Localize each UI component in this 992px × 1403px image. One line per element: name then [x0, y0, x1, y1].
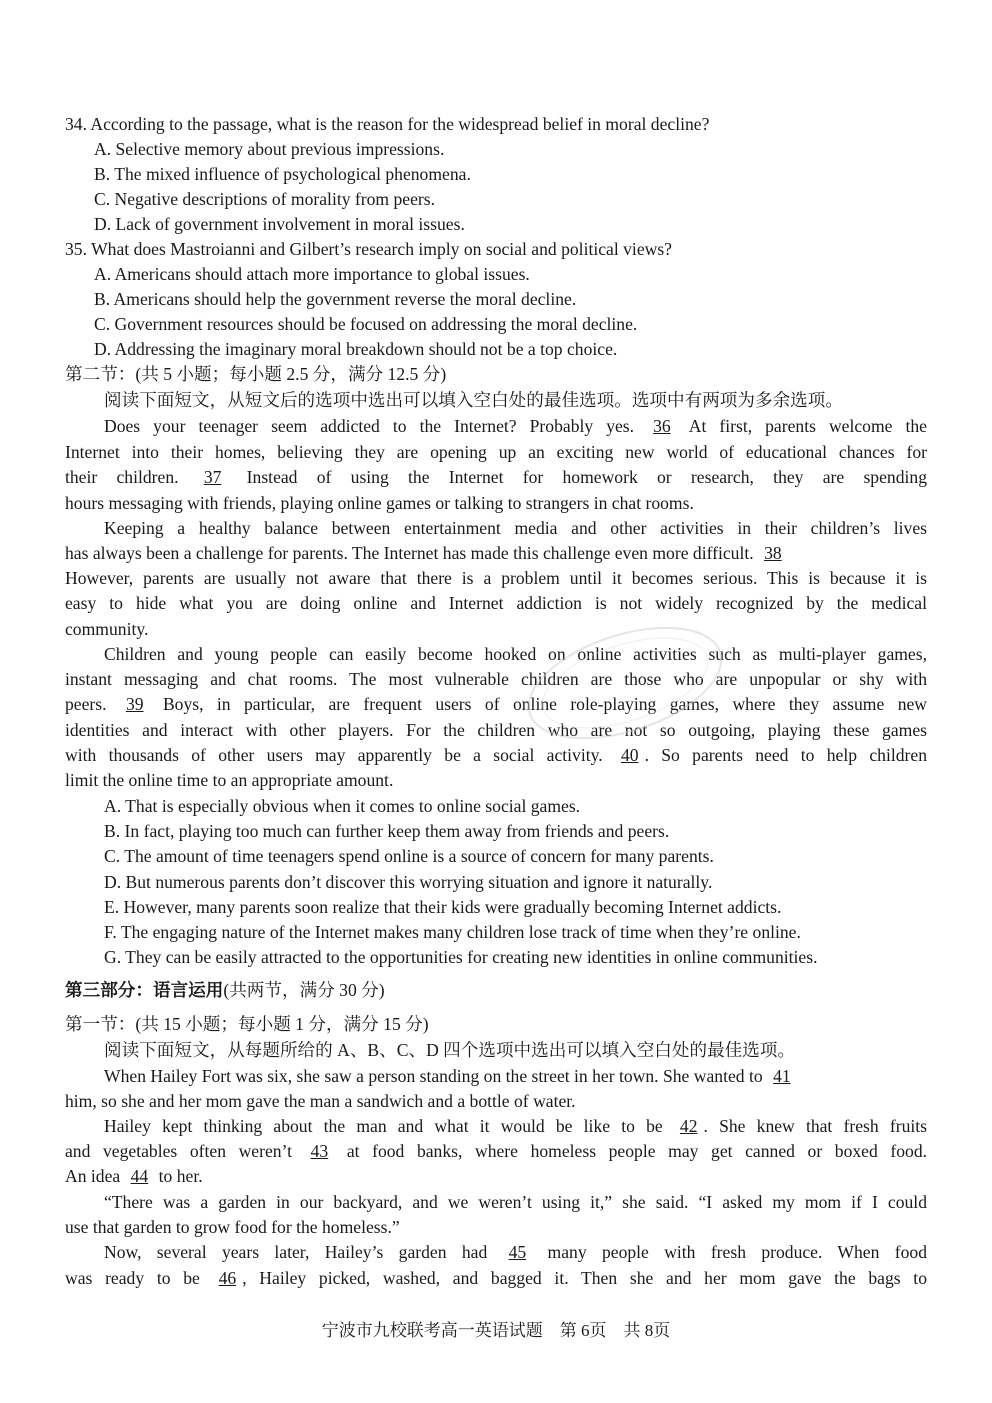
blank-43: 43 [310, 1141, 329, 1161]
blank-37: 37 [203, 467, 222, 487]
passage2-line: community. [65, 619, 149, 639]
part3-instruction: 阅读下面短文，从每题所给的 A、B、C、D 四个选项中选出可以填入空白处的最佳选项。 [104, 1040, 796, 1060]
blank-36: 36 [653, 416, 671, 436]
passage2-line: However, parents are usually not aware that there is a problem until it becomes serious. This is because it is [65, 568, 927, 588]
passage3-line: Children and young people can easily become hooked on online activities such as multi-player games, [104, 644, 927, 664]
passage2-line: has always been a challenge for parents. The Internet has made this challenge even more difficult. 38 [65, 541, 927, 566]
option-b: B. In fact, playing too much can further keep them away from friends and peers. [104, 821, 670, 841]
section2-instruction: 阅读下面短文，从短文后的选项中选出可以填入空白处的最佳选项。选项中有两项为多余选项。 [104, 390, 843, 410]
section2-heading: 第二节：(共 5 小题；每小题 2.5 分，满分 12.5 分) [65, 364, 447, 384]
part3-heading: 第三部分：语言运用(共两节，满分 30 分) [65, 980, 385, 1000]
blank-41: 41 [773, 1066, 791, 1086]
option-g: G. They can be easily attracted to the opportunities for creating new identities in online communities. [104, 947, 818, 967]
q34-option-d: D. Lack of government involvement in moral issues. [94, 214, 465, 234]
q34-option-b: B. The mixed influence of psychological phenomena. [94, 164, 471, 184]
passage1-line: Internet into their homes, believing they are opening up an exciting new world of educational chances for [65, 442, 927, 462]
q35-option-b: B. Americans should help the government reverse the moral decline. [94, 289, 577, 309]
cloze-line: “There was a garden in our backyard, and we weren’t using it,” she said. “I asked my mom if I could [104, 1192, 927, 1212]
cloze-line: him, so she and her mom gave the man a sandwich and a bottle of water. [65, 1091, 576, 1111]
passage2-line: easy to hide what you are doing online and Internet addiction is not widely recognized by the medical [65, 593, 927, 613]
passage3-line: instant messaging and chat rooms. The most vulnerable children are those who are unpopular or shy with [65, 669, 927, 689]
part3-sub-heading: 第一节：(共 15 小题；每小题 1 分，满分 15 分) [65, 1014, 429, 1034]
q34-stem: 34. According to the passage, what is the reason for the widespread belief in moral decline? [65, 114, 710, 134]
cloze-line: was ready to be 46 , Hailey picked, washed, and bagged it. Then she and her mom gave the bags to [65, 1268, 927, 1288]
passage3-line: limit the online time to an appropriate amount. [65, 770, 394, 790]
blank-38: 38 [764, 543, 782, 563]
blank-46: 46 [218, 1268, 237, 1288]
passage3-line: identities and interact with other players. For the children who are not so outgoing, playing these games [65, 720, 927, 740]
q35-stem: 35. What does Mastroianni and Gilbert’s research imply on social and political views? [65, 239, 672, 259]
cloze-line: When Hailey Fort was six, she saw a person standing on the street in her town. She wanted to 41 [104, 1064, 927, 1089]
option-d: D. But numerous parents don’t discover this worrying situation and ignore it naturally. [104, 872, 713, 892]
option-f: F. The engaging nature of the Internet makes many children lose track of time when they’re online. [104, 922, 801, 942]
cloze-line: Hailey kept thinking about the man and what it would be like to be 42 . She knew that fresh fruits [104, 1116, 927, 1136]
passage3-line: with thousands of other users may apparently be a social activity. 40 . So parents need to help children [65, 745, 927, 765]
cloze-line: An idea 44 to her. [65, 1166, 203, 1186]
passage2-line: Keeping a healthy balance between entertainment media and other activities in their children’s lives [104, 518, 927, 538]
cloze-line: and vegetables often weren’t 43 at food banks, where homeless people may get canned or boxed food. [65, 1141, 928, 1161]
blank-42: 42 [679, 1116, 698, 1136]
blank-40: 40 [620, 745, 639, 765]
q35-option-d: D. Addressing the imaginary moral breakdown should not be a top choice. [94, 339, 618, 359]
option-e: E. However, many parents soon realize that their kids were gradually becoming Internet addicts. [104, 897, 782, 917]
passage3-line: peers. 39 Boys, in particular, are frequent users of online role-playing games, where they assume new [65, 694, 928, 714]
q34-option-a: A. Selective memory about previous impressions. [94, 139, 445, 159]
passage1-line: Does your teenager seem addicted to the Internet? Probably yes. 36 At first, parents welcome the [104, 416, 927, 436]
blank-45: 45 [508, 1242, 527, 1262]
cloze-line: Now, several years later, Hailey’s garden had 45 many people with fresh produce. When food [104, 1242, 927, 1262]
passage1-line: hours messaging with friends, playing online games or talking to strangers in chat rooms. [65, 493, 694, 513]
cloze-line: use that garden to grow food for the homeless.” [65, 1217, 400, 1237]
option-c: C. The amount of time teenagers spend online is a source of concern for many parents. [104, 846, 714, 866]
q35-option-c: C. Government resources should be focused on addressing the moral decline. [94, 314, 638, 334]
q34-option-c: C. Negative descriptions of morality from peers. [94, 189, 436, 209]
passage1-line: their children. 37 Instead of using the Internet for homework or research, they are spending [65, 467, 927, 487]
q35-option-a: A. Americans should attach more importance to global issues. [94, 264, 530, 284]
blank-44: 44 [130, 1166, 149, 1186]
blank-39: 39 [125, 694, 144, 714]
option-a: A. That is especially obvious when it comes to online social games. [104, 796, 581, 816]
page-footer: 宁波市九校联考高一英语试题 第 6页 共 8页 [321, 1321, 671, 1340]
